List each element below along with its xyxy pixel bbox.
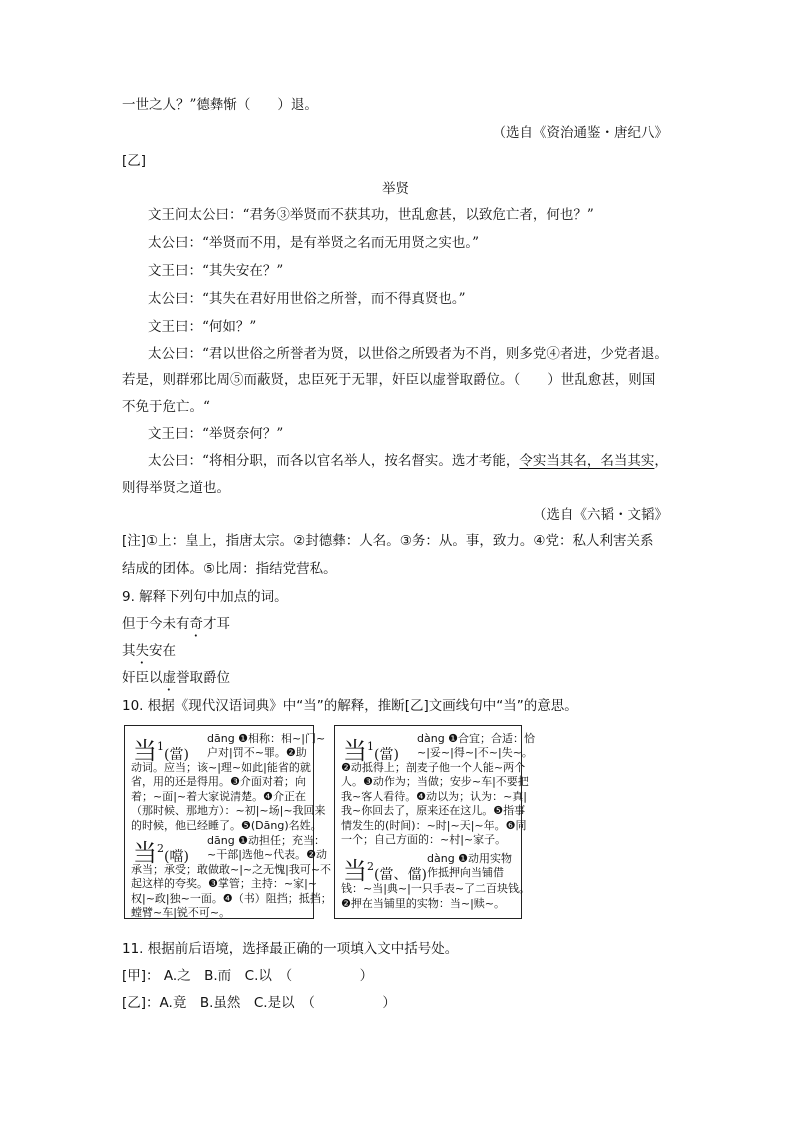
entry-line: 情发生的(时间)：~时|~天|~年。❻同 [341, 819, 527, 832]
yi-line-1: 文王问太公曰：“君务③举贤而不获其功，世乱愈甚，以致危亡者，何也？” [148, 207, 594, 223]
entry-dang1-headword: 当$^1$(當) [133, 737, 189, 765]
q9-prompt: 9. 解释下列句中加点的词。 [122, 589, 288, 605]
entry-dang2-headword: 当$^2$(當、儅) [343, 857, 427, 885]
jia-last-line: 一世之人？”德彝惭（ ）退。 [122, 97, 318, 113]
entry-line: dāng ❶相称：相~|门~ [207, 732, 326, 745]
yi-line-9: 文王曰：“举贤奈何？” [148, 426, 284, 442]
entry-dang2-headword: 当$^2$(噹) [133, 839, 189, 867]
note-line-1: [注]①上：皇上，指唐太宗。②封德彝：人名。③务：从。事，致力。④党：私人利害关系 [122, 533, 654, 549]
entry-line: dàng ❶动用实物 [427, 852, 513, 865]
entry-line: ~|妥~|得~|不~|失~。 [417, 746, 533, 759]
dictionary-box-right [334, 725, 536, 919]
dictionary-box-left [124, 725, 332, 919]
entry-line: 承当；承受；敢做敢~|~之无愧|我可~不 [131, 863, 332, 876]
yi-line-6: 太公曰：“君以世俗之所誉者为贤，以世俗之所毁者为不肖，则多党④者进，少党者退。 [148, 346, 668, 362]
entry-line: 我~你回去了，原来还在这儿。❺指事 [341, 804, 526, 817]
yi-line-5: 文王曰：“何如？” [148, 319, 257, 335]
yi-line-3: 文王曰：“其失安在？” [148, 263, 284, 279]
entry-line: 钱：~当|典~|一只手表~了二百块钱。 [341, 882, 531, 895]
yi-line-11: 则得举贤之道也。 [122, 480, 230, 496]
entry-line: 螳臂~车|锐不可~。 [131, 906, 231, 919]
entry-line: ~干部|选他~代表。❷动 [207, 848, 328, 861]
q9-item-1: 但于今未有奇才耳 [122, 616, 230, 632]
yi-line-10-post: ， [654, 453, 668, 469]
entry-line: 一个；自己方面的：~村|~家子。 [341, 833, 507, 846]
entry-line: 户对|罚不~罪。❷助 [207, 746, 307, 759]
yi-line-7: 若是，则群邪比周⑤而蔽贤，忠臣死于无罪，奸臣以虚誉取爵位。（ ）世乱愈甚，则国 [122, 372, 656, 388]
q11-jia-options: [甲]： A.之 B.而 C.以 （ ） [122, 968, 374, 984]
entry-dang1-headword: 当$^1$(當) [343, 737, 399, 765]
entry-line: 我~客人看待。❹动以为；认为：~真| [341, 790, 527, 803]
q9-item-3: 奸臣以虚誉取爵位 [122, 670, 230, 686]
dotted-word: 虚 [162, 670, 176, 686]
yi-label: [乙] [122, 153, 147, 169]
q9-item-2: 其失安在 [122, 643, 176, 659]
yi-title: 举贤 [382, 181, 409, 197]
entry-line: 起这样的夸奖。❸掌管；主持：~家|~ [131, 877, 317, 890]
jia-source: （选自《资治通鉴・唐纪八》 [492, 125, 668, 141]
yi-line-4: 太公曰：“其失在君好用世俗之所誉，而不得真贤也。” [148, 291, 466, 307]
entry-line: 作抵押向当铺借 [427, 866, 504, 879]
dotted-word: 失 [135, 643, 149, 659]
entry-line: 着；~面|~着大家说清楚。❹介正在 [131, 790, 306, 803]
entry-line: 权|~政|独~一面。❹（书）阻挡；抵挡； [131, 892, 332, 905]
entry-line: dāng ❶动担任；充当： [207, 834, 326, 847]
q11-prompt: 11. 根据前后语境，选择最正确的一项填入文中括号处。 [122, 941, 459, 957]
entry-line: 的时候，他已经睡了。❺(Dāng)名姓。 [131, 819, 322, 832]
q10-prompt: 10. 根据《现代汉语词典》中“当”的解释，推断[乙]文画线句中“当”的意思。 [122, 698, 578, 714]
entry-line: ❷押在当铺里的实物：当~|赎~。 [341, 897, 506, 910]
entry-line: 省，用的还是得用。❸介面对着；向 [131, 775, 306, 788]
entry-line: dàng ❶合宜；合适：恰 [417, 732, 536, 745]
dotted-word: 奇 [189, 616, 203, 632]
yi-line-10 [148, 452, 668, 470]
note-line-2: 结成的团体。⑤比周：指结党营私。 [122, 561, 337, 577]
q11-yi-options: [乙]：A.竟 B.虽然 C.是以 （ ） [122, 995, 396, 1011]
entry-line: ❷动抵得上；剖麦子他一个人能~两个 [341, 761, 526, 774]
yi-line-2: 太公曰：“举贤而不用，是有举贤之名而无用贤之实也。” [148, 235, 480, 251]
entry-line: （那时候、那地方）：~初|~场|~我回来 [131, 804, 326, 817]
entry-line: 动词。应当；该~|理~如此|能省的就 [131, 761, 311, 774]
yi-line-10-pre: 太公曰：“将相分职，而各以官名举人，按名督实。选才考能， [148, 453, 520, 469]
underlined-sentence: 令实当其名，名当其实 [519, 453, 655, 469]
yi-source: （选自《六韬・文韬》 [533, 507, 668, 523]
entry-line: 人。❸动作为；当做；安步~车|不要把 [341, 775, 529, 788]
yi-line-8: 不免于危亡。“ [122, 399, 210, 415]
